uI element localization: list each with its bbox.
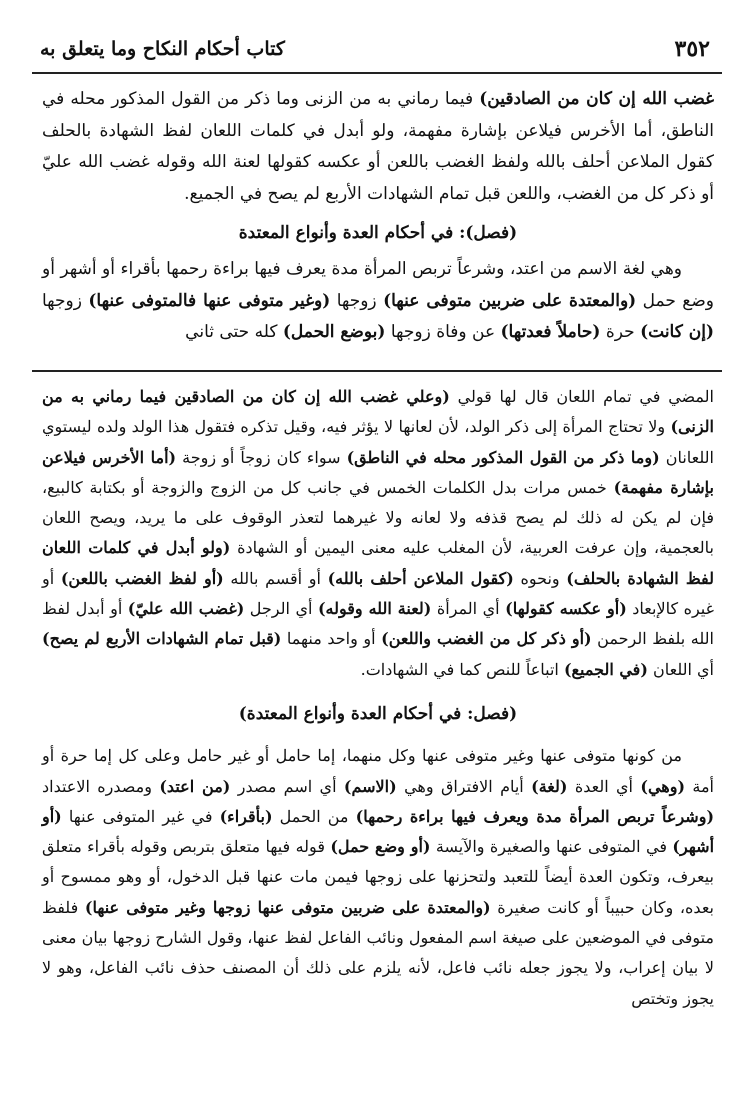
text-run: ونحوه: [513, 568, 567, 588]
text-run: أو واحد منهما: [281, 629, 382, 649]
bold-text-run: (أو لفظ الغضب باللعن): [60, 568, 224, 588]
text-run: ولا تحتاج المرأة إلى ذكر الولد، لأن لعانها لا يؤثر فيه، وقيل تذكره فتقول هذا الولد ولده ليستوي اللعانان: [42, 417, 715, 467]
text-run: اتباعاً للنص كما في الشهادات.: [360, 659, 564, 679]
bold-text-run: (وما ذكر من القول المذكور محله في الناطق): [346, 447, 660, 467]
bold-text-run: (أو وضع حمل): [330, 837, 431, 857]
header-rule: [32, 72, 722, 74]
main-section-heading: (فصل): في أحكام العدة وأنواع المعتدة: [238, 223, 518, 244]
commentary-text: [42, 382, 714, 1014]
text-run: أيام الافتراق وهي: [396, 776, 532, 796]
text-run: سواء كان زوجاً أو زوجة: [176, 447, 347, 467]
text-run: وهي لغة الاسم من اعتد، وشرعاً تربص المرأة مدة يعرف فيها براءة رحمها بأقراء أو أشهر أو وضع حمل: [42, 258, 714, 311]
bold-text-run: (وغير متوفى عنها فالمتوفى عنها): [88, 290, 331, 311]
text-run: أي اللعان: [647, 659, 714, 679]
bold-text-run: (من اعتد): [159, 776, 231, 796]
main-text: [42, 84, 714, 349]
bold-text-run: (في الجميع): [563, 659, 648, 679]
bold-text-run: (إن كانت): [640, 322, 714, 343]
text-run: من الحمل: [272, 806, 356, 826]
bold-text-run: غضب الله إن كان من الصادقين): [479, 89, 714, 109]
text-run: أي اسم مصدر: [230, 776, 344, 796]
text-run: ومصدره الاعتداد: [42, 776, 160, 796]
text-run: فيما رماني به من الزنى وما ذكر من القول المذكور محله في الناطق، أما الأخرس فيلاعن بإشارة مفهمة، ولو أبدل في كلمات اللعان لفظ الشهادة بالحلف كقول الملاعن أحلف بالله ولفظ الغضب باللعن أو عكسه كقولها لعنة الله وقوله غضب الله عليّ أو ذكر كل من الغضب، واللعن قبل تمام الشهادات الأربع لم يصح في الجميع.: [42, 89, 714, 204]
commentary-section-heading: (فصل: في أحكام العدة وأنواع المعتدة): [238, 703, 518, 724]
page-header: [32, 30, 722, 70]
text-run: في غير المتوفى عنها: [61, 806, 220, 826]
text-run: من كونها متوفى عنها وغير متوفى عنها وكل منهما، إما حامل أو غير حامل وعلى كل إما حرة أو أمة: [42, 746, 715, 796]
bold-text-run: (قبل تمام الشهادات الأربع لم يصح): [42, 629, 282, 649]
text-run: كله حتى ثاني: [185, 322, 283, 343]
text-run: زوجها: [42, 290, 89, 311]
text-run: أو غيره كالإبعاد: [42, 568, 715, 619]
bold-text-run: (بأقراء): [219, 806, 273, 826]
text-run: أي العدة: [567, 776, 641, 796]
bold-text-run: (والمعتدة على ضربين متوفى عنها زوجها وغير متوفى عنها): [84, 897, 491, 917]
main-paragraph-1: [42, 84, 714, 210]
text-run: حرة: [600, 322, 641, 343]
text-run: عن وفاة زوجها: [385, 322, 501, 343]
bold-text-run: (غضب الله عليّ): [127, 599, 245, 619]
bold-text-run: (لغة): [531, 776, 568, 796]
commentary-paragraph-1: [42, 382, 714, 685]
page-number: ٣٥٢: [674, 36, 710, 62]
text-run: في المتوفى عنها والصغيرة والآيسة: [430, 837, 673, 857]
commentary-paragraph-2: [42, 741, 714, 1014]
text-run: زوجها: [330, 290, 384, 311]
text-run: أي المرأة: [431, 599, 506, 619]
text-run: أو أبدل لفظ الله بلفظ الرحمن: [42, 599, 715, 649]
bold-text-run: (بوضع الحمل): [282, 322, 386, 343]
bold-text-run: (ولو أبدل في كلمات اللعان لفظ الشهادة بالحلف): [42, 538, 715, 588]
running-title: كتاب أحكام النكاح وما يتعلق به: [40, 38, 285, 60]
bold-text-run: (حاملاً فعدتها): [500, 322, 601, 343]
commentary-separator: [32, 370, 722, 372]
text-run: فلفظ متوفى في الموضعين على صيغة اسم المفعول ونائب الفاعل لفظ عنها، وقول الشارح زوجها بيان معنى لا بيان إعراب، ولا يجوز جعله نائب فاعل، لأنه يلزم على ذلك أن المصنف حذف نائب الفاعل، وهو لا يجوز وتختص: [42, 897, 715, 1008]
text-run: قوله فيها متعلق بتربص وقوله بأقراء متعلق بيعرف، وتكون العدة أيضاً للتعبد ولتحزنها على زوجها فيمن مات عنها قبل الدخول، أو وهو ممسوح أو بعده، وكان حبيباً أو كانت صغيرة: [42, 837, 714, 917]
bold-text-run: (والمعتدة على ضربين متوفى عنها): [383, 290, 637, 311]
text-run: أي الرجل: [244, 599, 318, 619]
bold-text-run: (أو ذكر كل من الغضب واللعن): [381, 629, 592, 649]
bold-text-run: (أو عكسه كقولها): [505, 599, 627, 619]
text-run: أو أقسم بالله: [223, 568, 328, 588]
bold-text-run: (وشرعاً تربص المرأة مدة ويعرف فيها براءة رحمها): [355, 806, 715, 826]
main-paragraph-2: [42, 254, 714, 349]
text-run: المضي في تمام اللعان قال لها قولي: [449, 387, 714, 406]
bold-text-run: (الاسم): [343, 776, 397, 796]
bold-text-run: (كقول الملاعن أحلف بالله): [327, 568, 514, 588]
bold-text-run: (وهي): [640, 776, 686, 796]
text-run: خمس مرات بدل الكلمات الخمس في جانب كل من الزوج والزوجة أو بكتابة كالبيع، فإن لم يكن له ذلك لم يصح قذفه ولا لعانه ولا غيرهما لتعذر الوقوف على ما يريد، ويصح اللعان بالعجمية، وإن عرفت العربية، لأن المغلب عليه معنى اليمين أو الشهادة: [42, 477, 714, 558]
bold-text-run: (أما الأخرس فيلاعن بإشارة مفهمة): [42, 447, 714, 497]
bold-text-run: (أو أشهر): [42, 806, 715, 857]
bold-text-run: (وعلي غضب الله إن كان من الصادقين فيما رماني به من الزنى): [42, 387, 714, 437]
bold-text-run: (لعنة الله وقوله): [317, 599, 432, 619]
